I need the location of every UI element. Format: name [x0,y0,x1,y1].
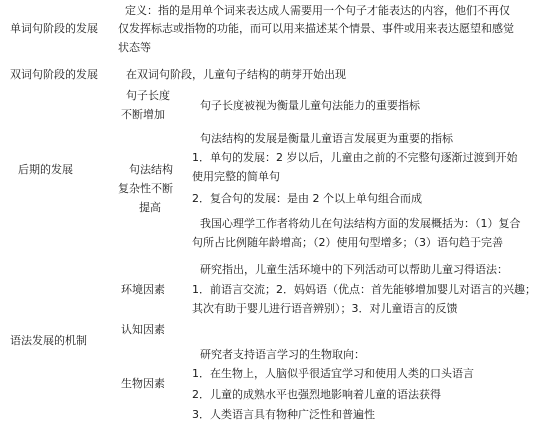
cognitive-factor-label: 认知因素 [121,323,165,336]
row-label-later: 后期的发展 [18,163,73,176]
env-line-1: 研究指出，儿童生活环境中的下列活动可以帮助儿童习得语法： [200,263,508,276]
bio-line-1: 研究者支持语言学习的生物取向： [200,348,365,361]
length-label-line-2: 不断增加 [121,108,165,121]
complexity-line-5: 我国心理学工作者将幼儿在句法结构方面的发展概括为：（1）复合 [200,217,521,230]
single-def-line-2: 仅发挥标志或指物的功能，而可以用来描述某个情景、事件或用来表达愿望和感觉 [118,22,514,35]
length-label-line-1: 句子长度 [126,89,170,102]
bio-factor-label: 生物因素 [121,377,165,390]
complexity-line-4: 2．复合句的发展：是由 2 个以上单句组合而成 [192,192,422,205]
complexity-label-line-3: 提高 [139,201,161,214]
bio-line-2: 1．在生物上，人脑似乎很适宜学习和使用人类的口头语言 [192,367,474,380]
bio-line-3: 2．儿童的成熟水平也强烈地影响着儿童的语法获得 [192,388,441,401]
complexity-line-6: 句所占比例随年龄增高；（2）使用句型增多；（3）语句趋于完善 [192,236,503,249]
single-def-line-3: 状态等 [118,41,151,54]
env-line-2: 1．前语言交流；2．妈妈语（优点：首先能够增加婴儿对语言的兴趣； [192,283,536,296]
complexity-label-line-2: 复杂性不断 [118,182,173,195]
single-def-line-1: 定义：指的是用单个词来表达成人需要用一个句子才能表达的内容，他们不再仅 [125,4,510,17]
complexity-line-3: 使用完整的简单句 [192,170,280,183]
row-label-single-word: 单词句阶段的发展 [10,22,98,35]
env-factor-label: 环境因素 [121,283,165,296]
double-text: 在双词句阶段，儿童句子结构的萌芽开始出现 [126,68,346,81]
complexity-line-1: 句法结构的发展是衡量儿童语言发展更为重要的指标 [200,132,453,145]
complexity-label-line-1: 句法结构 [129,163,173,176]
env-line-3: 其次有助于婴儿进行语音辨别）；3．对儿童语言的反馈 [192,302,458,315]
length-text: 句子长度被视为衡量儿童句法能力的重要指标 [200,99,420,112]
row-label-double-word: 双词句阶段的发展 [10,68,98,81]
bio-line-4: 3．人类语言具有物种广泛性和普遍性 [192,408,375,421]
complexity-line-2: 1．单句的发展：2 岁以后，儿童由之前的不完整句逐渐过渡到开始 [192,151,518,164]
row-label-mechanism: 语法发展的机制 [10,334,87,347]
